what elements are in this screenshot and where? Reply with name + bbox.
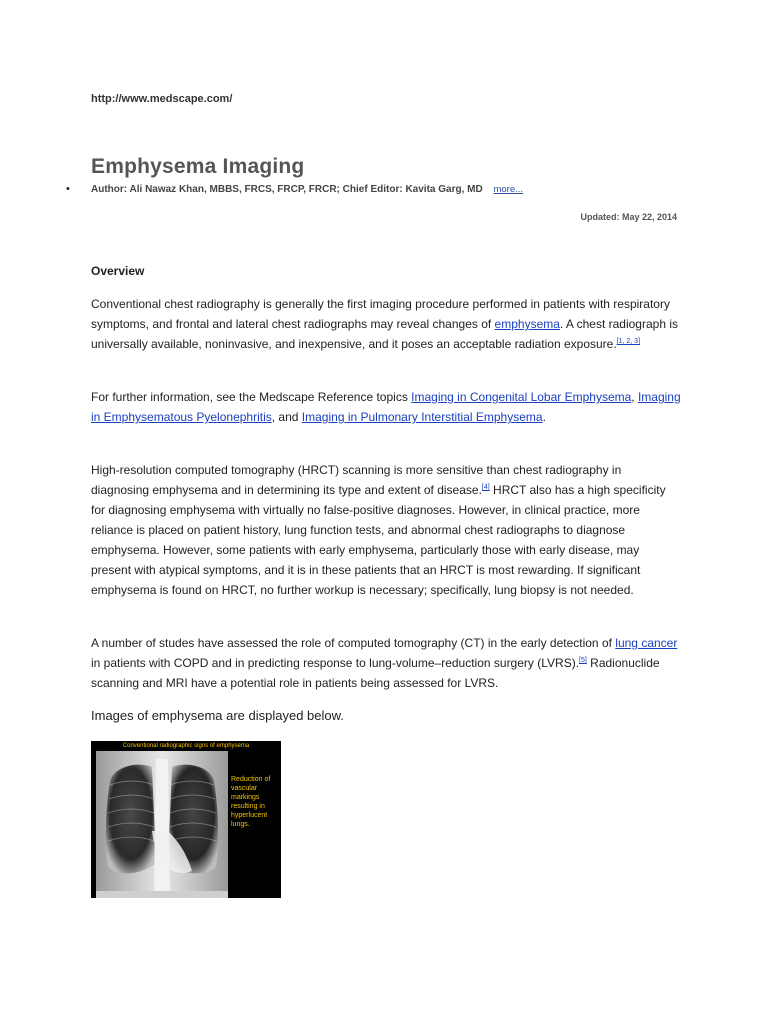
p3-text-b: HRCT also has a high specificity for diagnosing emphysema with virtually no false-positive diagnoses. However, in clinical practice, more reliance is placed on patient history, lung function tests, and abnormal chest radiographs to diagnose emphysema. However, some patients with early emphysema, particularly those with early disease, may present with atypical symptoms, and it is in these patients that an HRCT is most rewarding. If significant emphysema is found on HRCT, no further workup is necessary; specifically, lung biopsy is not needed.	[91, 483, 666, 597]
emphysema-link[interactable]: emphysema	[494, 317, 560, 331]
list-bullet: •	[66, 183, 70, 195]
source-url[interactable]: http://www.medscape.com/	[91, 93, 233, 105]
p1-text-b: . A chest radiograph is universally available, noninvasive, and inexpensive, and it poses an acceptable radiation exposure.	[91, 317, 678, 351]
congenital-lobar-emphysema-link[interactable]: Imaging in Congenital Lobar Emphysema	[411, 390, 632, 404]
diaphragm-base	[96, 891, 228, 898]
p4-text-a: A number of studes have assessed the role of computed tomography (CT) in the early detection of	[91, 636, 616, 650]
overview-heading: Overview	[91, 264, 145, 278]
figure-caption: Reduction of vascular markings resulting in hyperlucent lungs.	[231, 776, 271, 828]
page-title: Emphysema Imaging	[91, 155, 305, 178]
figure-title: Conventional radiographic signs of emphysema	[122, 743, 250, 749]
mediastinum	[154, 759, 170, 891]
p3-text-a: High-resolution computed tomography (HRCT) scanning is more sensitive than chest radiography in diagnosing emphysema and in determining its type and extent of disease.	[91, 463, 622, 497]
p2-sep-1: ,	[631, 390, 638, 404]
lung-cancer-link[interactable]: lung cancer	[615, 636, 678, 650]
p4-text-b: in patients with COPD and in predicting response to lung-volume–reduction surgery (LVRS).	[91, 656, 580, 670]
emphysematous-pyelonephritis-link[interactable]: Imaging in Emphysematous Pyelonephritis	[91, 390, 681, 424]
more-link[interactable]: more...	[493, 184, 524, 195]
reference-link-5[interactable]: [5]	[579, 657, 587, 664]
updated-date: Updated: May 22, 2014	[580, 212, 677, 222]
author-text: Author: Ali Nawaz Khan, MBBS, FRCS, FRCP, FRCR; Chief Editor: Kavita Garg, MD	[91, 184, 483, 195]
p2-end: .	[542, 410, 546, 424]
p1-text-a: Conventional chest radiography is generally the first imaging procedure performed in patients with respiratory symptoms, and frontal and lateral chest radiographs may reveal changes of	[91, 297, 670, 331]
paragraph-further-info	[91, 387, 681, 427]
reference-link-1-3[interactable]: [1, 2, 3]	[616, 338, 641, 345]
paragraph-ct-studies	[91, 633, 681, 693]
p4-text-c: Radionuclide scanning and MRI have a potential role in patients being assessed for LVRS.	[91, 656, 660, 690]
pulmonary-interstitial-emphysema-link[interactable]: Imaging in Pulmonary Interstitial Emphysema	[301, 410, 543, 424]
p2-text-a: For further information, see the Medscape Reference topics	[91, 390, 412, 404]
images-caption: Images of emphysema are displayed below.	[91, 708, 344, 723]
emphysema-xray-figure[interactable]	[91, 741, 281, 898]
chest-xray-image	[96, 751, 228, 898]
reference-link-4[interactable]: [4]	[481, 484, 490, 491]
p2-sep-2: , and	[271, 410, 302, 424]
paragraph-hrct	[91, 460, 681, 600]
paragraph-radiography	[91, 294, 681, 354]
author-line	[91, 184, 523, 195]
